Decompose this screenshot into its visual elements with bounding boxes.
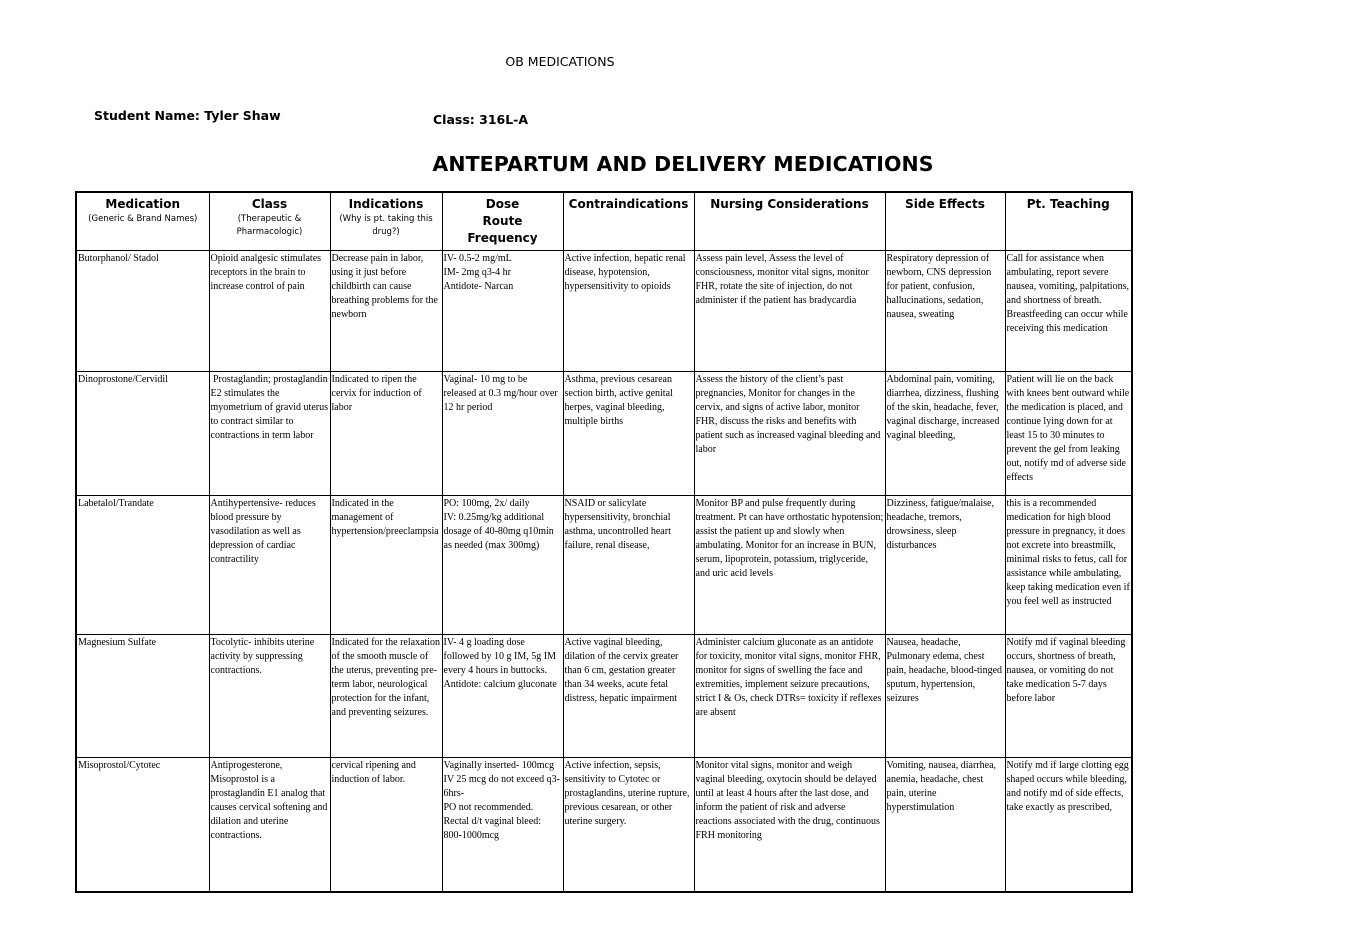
medications-table: [75, 191, 1133, 893]
cell-medication: Butorphanol/ Stadol: [76, 250, 209, 371]
table-row: [76, 634, 1132, 757]
cell-contraindications: Active vaginal bleeding, dilation of the cervix greater than 6 cm, gestation greater than 34 weeks, acute fetal distress, hepatic impairment: [563, 634, 694, 757]
cell-class: Tocolytic- inhibits uterine activity by suppressing contractions.: [209, 634, 330, 757]
cell-dose: IV- 0.5-2 mg/mL IM- 2mg q3-4 hr Antidote- Narcan: [442, 250, 563, 371]
table-row: [76, 250, 1132, 371]
cell-medication: Labetalol/Trandate: [76, 495, 209, 634]
header-dose-line3: Frequency: [467, 231, 538, 245]
header-nursing: Nursing Considerations: [694, 192, 885, 250]
header-class: [209, 192, 330, 250]
cell-nursing: Assess the history of the client’s past pregnancies, Monitor for changes in the cervix, and signs of active labor, monitor FHR, discuss the risks and benefits with patient such as increased vaginal bleeding and labor: [694, 371, 885, 495]
cell-teaching: this is a recommended medication for high blood pressure in pregnancy, it does not excrete into breastmilk, minimal risks to fetus, call for assistance while ambulating, keep taking medication even if you feel well as instructed: [1005, 495, 1132, 634]
cell-contraindications: Active infection, sepsis, sensitivity to Cytotec or prostaglandins, uterine rupture, previous cesarean, or other uterine surgery.: [563, 757, 694, 892]
cell-side-effects: Nausea, headache, Pulmonary edema, chest pain, headache, blood-tinged sputum, hypertension, seizures: [885, 634, 1005, 757]
cell-class: Prostaglandin; prostaglandin E2 stimulates the myometrium of gravid uterus to contract similar to contractions in term labor: [209, 371, 330, 495]
header-dose-line1: Dose: [485, 197, 520, 211]
class-label: Class: 316L-A: [433, 112, 529, 127]
table-row: [76, 371, 1132, 495]
cell-indications: cervical ripening and induction of labor.: [330, 757, 442, 892]
cell-dose: Vaginal- 10 mg to be released at 0.3 mg/hour over 12 hr period: [442, 371, 563, 495]
header-medication-label: Medication: [105, 197, 181, 211]
cell-indications: Indicated in the management of hypertension/preeclampsia: [330, 495, 442, 634]
cell-indications: Indicated for the relaxation of the smooth muscle of the uterus, preventing pre-term labor, neurological protection for the infant, and preventing seizures.: [330, 634, 442, 757]
cell-nursing: Monitor vital signs, monitor and weigh vaginal bleeding, oxytocin should be delayed until at least 4 hours after the last dose, and inform the patient of risk and adverse reactions associated with the drug, continuous FRH monitoring: [694, 757, 885, 892]
header-teaching: Pt. Teaching: [1005, 192, 1132, 250]
cell-side-effects: Abdominal pain, vomiting, diarrhea, dizziness, flushing of the skin, headache, fever, vaginal discharge, increased vaginal bleeding,: [885, 371, 1005, 495]
cell-teaching: Notify md if vaginal bleeding occurs, shortness of breath, nausea, or vomiting do not take medication 5-7 days before labor: [1005, 634, 1132, 757]
cell-teaching: Call for assistance when ambulating, report severe nausea, vomiting, palpitations, and shortness of breath. Breastfeeding can occur while receiving this medication: [1005, 250, 1132, 371]
cell-teaching: Notify md if large clotting egg shaped occurs while bleeding, and notify md of side effects, take exactly as prescribed,: [1005, 757, 1132, 892]
cell-dose: IV- 4 g loading dose followed by 10 g IM, 5g IM every 4 hours in buttocks. Antidote: calcium gluconate: [442, 634, 563, 757]
cell-teaching: Patient will lie on the back with knees bent outward while the medication is placed, and continue lying down for at least 15 to 30 minutes to prevent the gel from leaking out, notify md of adverse side effects: [1005, 371, 1132, 495]
cell-class: Antiprogesterone, Misoprostol is a prostaglandin E1 analog that causes cervical softening and dilation and uterine contractions.: [209, 757, 330, 892]
table-header-row: [76, 192, 1132, 250]
cell-nursing: Monitor BP and pulse frequently during treatment. Pt can have orthostatic hypotension; assist the patient up and slowly when ambulating. Monitor for an increase in BUN, serum, lipoprotein, potassium, triglyceride, and uric acid levels: [694, 495, 885, 634]
cell-contraindications: NSAID or salicylate hypersensitivity, bronchial asthma, uncontrolled heart failure, renal disease,: [563, 495, 694, 634]
cell-side-effects: Vomiting, nausea, diarrhea, anemia, headache, chest pain, uterine hyperstimulation: [885, 757, 1005, 892]
header-class-sub: (Therapeutic & Pharmacologic): [236, 214, 303, 237]
cell-medication: Misoprostol/Cytotec: [76, 757, 209, 892]
cell-class: Antihypertensive- reduces blood pressure by vasodilation as well as depression of cardiac contractility: [209, 495, 330, 634]
section-title: ANTEPARTUM AND DELIVERY MEDICATIONS: [432, 152, 934, 176]
header-indications: [330, 192, 442, 250]
cell-indications: Decrease pain in labor, using it just before childbirth can cause breathing problems for the newborn: [330, 250, 442, 371]
cell-dose: Vaginally inserted- 100mcg IV 25 mcg do not exceed q3-6hrs- PO not recommended. Rectal d/t vaginal bleed: 800-1000mcg: [442, 757, 563, 892]
table-row: [76, 757, 1132, 892]
header-dose: [442, 192, 563, 250]
header-contraindications: Contraindications: [563, 192, 694, 250]
cell-nursing: Assess pain level, Assess the level of consciousness, monitor vital signs, monitor FHR, rotate the site of injection, do not administer if the patient has bradycardia: [694, 250, 885, 371]
document-title: OB MEDICATIONS: [505, 54, 615, 69]
cell-side-effects: Respiratory depression of newborn, CNS depression for patient, confusion, hallucinations, sedation, nausea, sweating: [885, 250, 1005, 371]
cell-indications: Indicated to ripen the cervix for induction of labor: [330, 371, 442, 495]
cell-contraindications: Asthma, previous cesarean section birth, active genital herpes, vaginal bleeding, multiple births: [563, 371, 694, 495]
cell-medication: Dinoprostone/Cervidil: [76, 371, 209, 495]
header-dose-line2: Route: [482, 214, 523, 228]
student-name: Student Name: Tyler Shaw: [94, 108, 281, 123]
header-indications-label: Indications: [348, 197, 424, 211]
cell-side-effects: Dizziness, fatigue/malaise, headache, tremors, drowsiness, sleep disturbances: [885, 495, 1005, 634]
cell-nursing: Administer calcium gluconate as an antidote for toxicity, monitor vital signs, monitor FHR, monitor for signs of swelling the face and extremities, implement seizure precautions, strict I & Os, check DTRs= toxicity if reflexes are absent: [694, 634, 885, 757]
header-indications-sub: (Why is pt. taking this drug?): [339, 214, 433, 237]
header-medication-sub: (Generic & Brand Names): [88, 214, 198, 224]
header-side-effects: Side Effects: [885, 192, 1005, 250]
cell-contraindications: Active infection, hepatic renal disease, hypotension, hypersensitivity to opioids: [563, 250, 694, 371]
cell-class: Opioid analgesic stimulates receptors in the brain to increase control of pain: [209, 250, 330, 371]
header-medication: [76, 192, 209, 250]
cell-dose: PO: 100mg, 2x/ daily IV: 0.25mg/kg additional dosage of 40-80mg q10min as needed (max 300mg): [442, 495, 563, 634]
table-row: [76, 495, 1132, 634]
cell-medication: Magnesium Sulfate: [76, 634, 209, 757]
header-class-label: Class: [251, 197, 288, 211]
